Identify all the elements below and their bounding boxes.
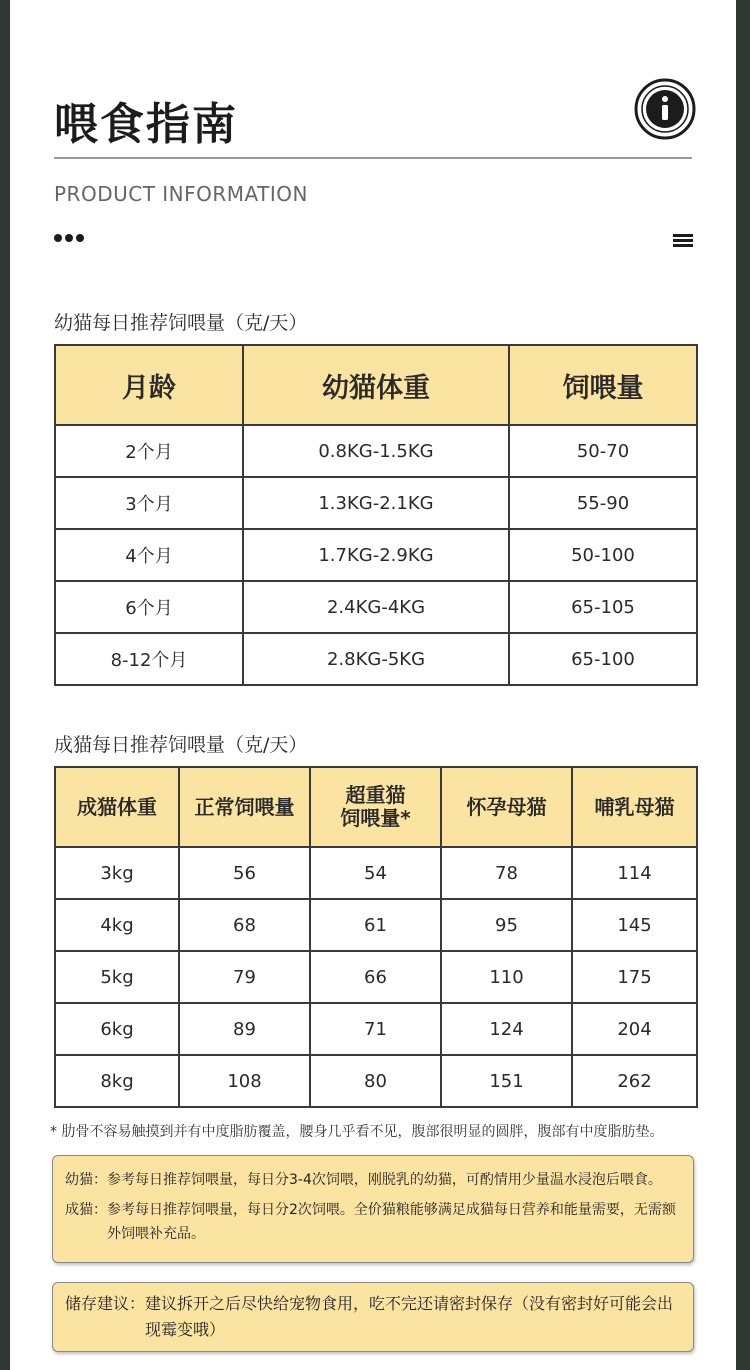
table-cell: 3个月 [55,477,243,529]
column-header [310,767,441,847]
adult-feeding-table [54,766,698,1108]
feeding-guide-sheet [10,0,736,1370]
table-cell: 204 [572,1003,697,1055]
column-header-line: 超重猫 [345,783,406,807]
table-row [55,899,697,951]
adult-note-text: 参考每日推荐饲喂量，每日分2次饲喂。全价猫粮能够满足成猫每日营养和能量需要，无需额外饲喂补充品。 [107,1202,676,1242]
page-title: 喂食指南 [54,99,238,150]
column-header: 怀孕母猫 [441,767,572,847]
column-header: 成猫体重 [55,767,179,847]
table-cell: 95 [441,899,572,951]
kitten-note [65,1168,683,1192]
table-cell: 124 [441,1003,572,1055]
table-row [55,425,697,477]
table-row [55,581,697,633]
storage-advice-box [52,1282,694,1352]
table-row [55,529,697,581]
table-cell: 65-100 [509,633,697,685]
table-row [55,477,697,529]
table-cell: 66 [310,951,441,1003]
table-cell: 2个月 [55,425,243,477]
table-cell: 110 [441,951,572,1003]
column-header: 幼猫体重 [243,345,509,425]
table-cell: 5kg [55,951,179,1003]
dots-icon [54,234,84,242]
page-subtitle: PRODUCT INFORMATION [54,182,308,206]
table-cell: 6个月 [55,581,243,633]
table-cell: 65-105 [509,581,697,633]
table-row [55,1003,697,1055]
column-header: 饲喂量 [509,345,697,425]
column-header-line: 饲喂量* [340,806,411,830]
table-cell: 0.8KG-1.5KG [243,425,509,477]
adult-table-label: 成猫每日推荐饲喂量（克/天） [54,734,308,756]
table-cell: 1.3KG-2.1KG [243,477,509,529]
adult-note [65,1198,683,1246]
table-cell: 50-70 [509,425,697,477]
table-cell: 1.7KG-2.9KG [243,529,509,581]
overweight-footnote: * 肋骨不容易触摸到并有中度脂肪覆盖，腰身几乎看不见，腹部很明显的圆胖，腹部有中度脂肪垫。 [50,1124,664,1140]
table-row [55,847,697,899]
table-cell: 4个月 [55,529,243,581]
table-cell: 108 [179,1055,310,1107]
table-cell: 262 [572,1055,697,1107]
table-row [55,633,697,685]
table-cell: 79 [179,951,310,1003]
table-cell: 50-100 [509,529,697,581]
table-cell: 80 [310,1055,441,1107]
table-cell: 145 [572,899,697,951]
table-row [55,951,697,1003]
table-cell: 55-90 [509,477,697,529]
column-header: 月龄 [55,345,243,425]
table-cell: 2.4KG-4KG [243,581,509,633]
table-cell: 6kg [55,1003,179,1055]
table-cell: 4kg [55,899,179,951]
kitten-feeding-table [54,344,698,686]
kitten-note-key: 幼猫： [65,1172,107,1188]
table-cell: 89 [179,1003,310,1055]
table-cell: 71 [310,1003,441,1055]
table-cell: 68 [179,899,310,951]
table-cell: 54 [310,847,441,899]
menu-icon[interactable] [673,234,693,248]
column-header: 正常饲喂量 [179,767,310,847]
table-cell: 78 [441,847,572,899]
table-cell: 175 [572,951,697,1003]
table-cell: 61 [310,899,441,951]
kitten-note-text: 参考每日推荐饲喂量，每日分3-4次饲喂，刚脱乳的幼猫，可酌情用少量温水浸泡后喂食。 [107,1172,662,1188]
table-cell: 8kg [55,1055,179,1107]
table-row [55,1055,697,1107]
info-circle-icon[interactable] [634,78,696,140]
header-divider [54,157,692,159]
column-header: 哺乳母猫 [572,767,697,847]
kitten-table-label: 幼猫每日推荐饲喂量（克/天） [54,312,308,334]
storage-key: 储存建议： [65,1294,146,1313]
table-cell: 114 [572,847,697,899]
storage-text: 建议拆开之后尽快给宠物食用，吃不完还请密封保存（没有密封好可能会出现霉变哦） [145,1294,674,1339]
table-cell: 151 [441,1055,572,1107]
table-cell: 8-12个月 [55,633,243,685]
table-cell: 56 [179,847,310,899]
feeding-notes-box [52,1155,694,1263]
table-cell: 2.8KG-5KG [243,633,509,685]
adult-note-key: 成猫： [65,1202,107,1218]
table-cell: 3kg [55,847,179,899]
